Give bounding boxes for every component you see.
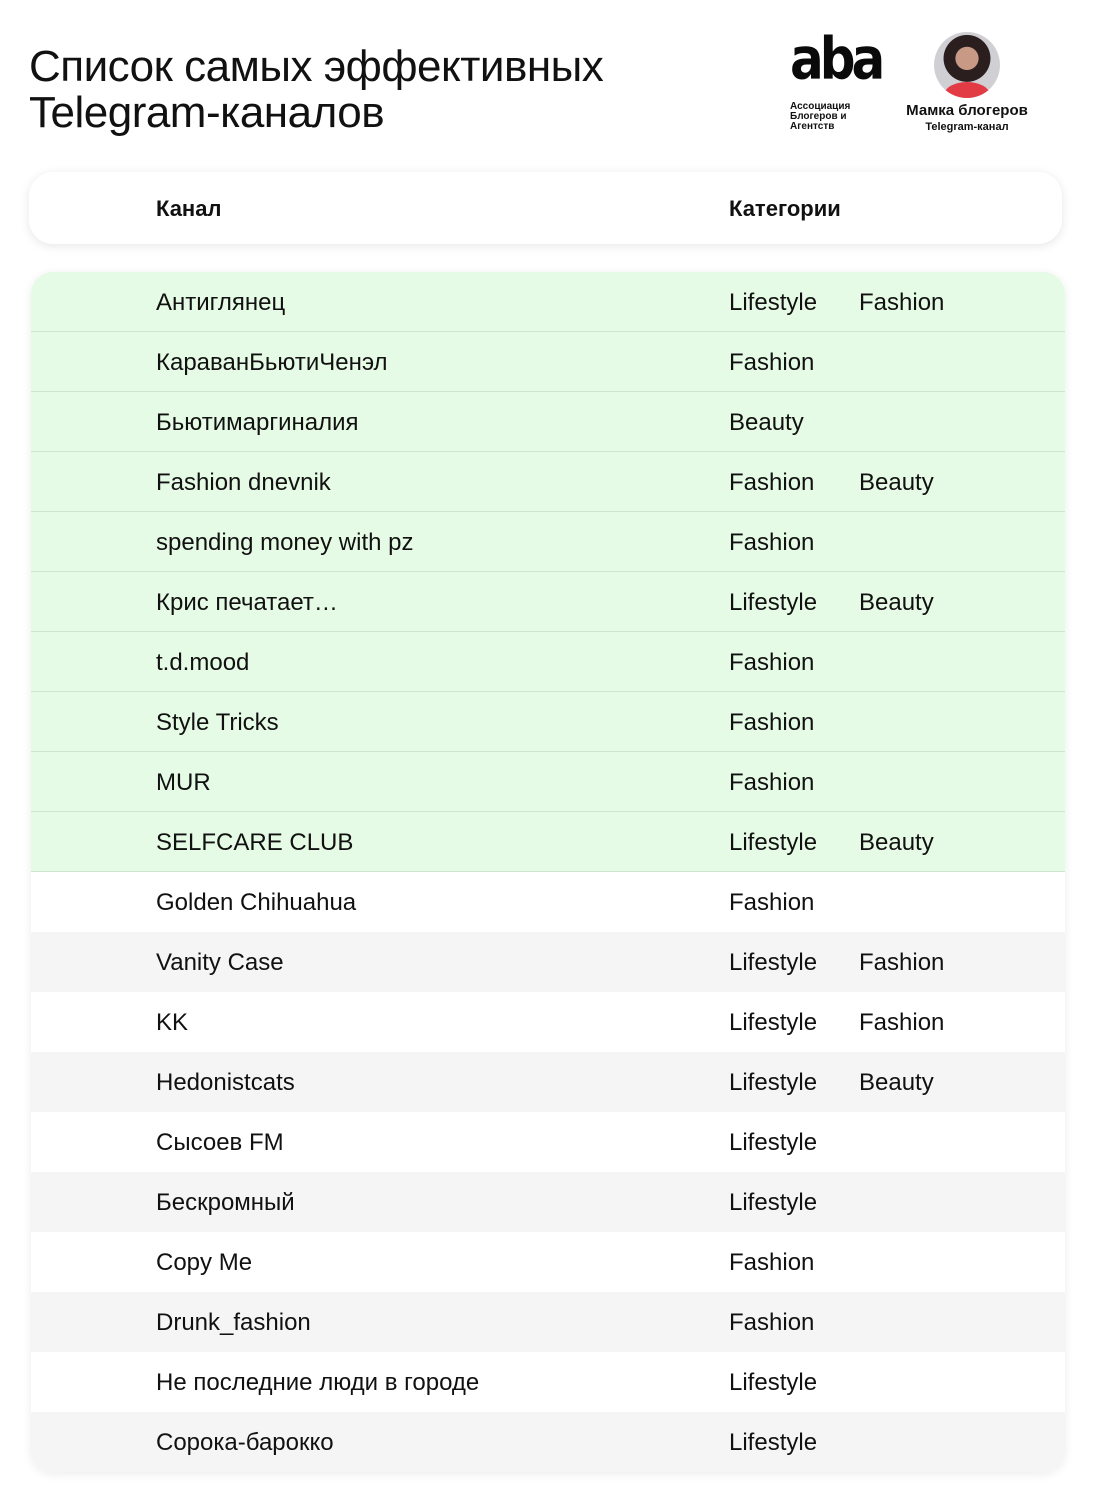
table-row [31, 1112, 1065, 1172]
category-secondary: Beauty [859, 1069, 934, 1096]
channel-name: Vanity Case [156, 949, 284, 976]
category-primary: Fashion [729, 469, 815, 496]
table-row [31, 1352, 1065, 1412]
category-primary: Fashion [729, 709, 815, 736]
aba-caption-line-2: Блогеров и [790, 111, 847, 122]
category-primary: Lifestyle [729, 1189, 818, 1216]
aba-caption-line-1: Ассоциация [790, 101, 851, 112]
channel-name: Антиглянец [156, 289, 286, 316]
category-primary: Lifestyle [729, 289, 818, 316]
aba-logo [790, 25, 882, 132]
table-row [31, 632, 1065, 692]
channel-name: Сорока-барокко [156, 1429, 334, 1456]
table-row [31, 992, 1065, 1052]
table-row [31, 272, 1065, 332]
category-primary: Lifestyle [729, 1069, 818, 1096]
category-secondary: Beauty [859, 469, 934, 496]
channel-name: t.d.mood [156, 649, 250, 676]
channel-name: SELFCARE CLUB [156, 829, 354, 856]
channel-name: Сысоев FM [156, 1129, 284, 1156]
category-primary: Lifestyle [729, 1429, 818, 1456]
author-name: Мамка блогеров [906, 102, 1028, 119]
category-primary: Fashion [729, 889, 815, 916]
category-primary: Lifestyle [729, 1129, 818, 1156]
category-primary: Beauty [729, 409, 804, 436]
category-primary: Fashion [729, 1309, 815, 1336]
table-row [31, 392, 1065, 452]
table-row [31, 932, 1065, 992]
category-secondary: Beauty [859, 589, 934, 616]
table-row [31, 1232, 1065, 1292]
table-row [31, 1292, 1065, 1352]
channel-name: Крис печатает… [156, 589, 338, 616]
category-secondary: Beauty [859, 829, 934, 856]
category-primary: Lifestyle [729, 949, 818, 976]
channel-name: spending money with pz [156, 529, 414, 556]
category-primary: Lifestyle [729, 1009, 818, 1036]
channel-name: КараванБьютиЧенэл [156, 349, 388, 376]
table-header [29, 172, 1062, 244]
author-block [895, 32, 1039, 133]
channel-name: KK [156, 1009, 189, 1036]
category-secondary: Fashion [859, 289, 945, 316]
category-primary: Lifestyle [729, 589, 818, 616]
channel-name: Бьютимаргиналия [156, 409, 359, 436]
channel-name: Fashion dnevnik [156, 469, 331, 496]
channel-name: Golden Chihuahua [156, 889, 357, 916]
category-secondary: Fashion [859, 949, 945, 976]
category-primary: Fashion [729, 529, 815, 556]
author-subtitle: Telegram-канал [925, 121, 1009, 133]
table-row [31, 812, 1065, 872]
avatar [934, 32, 1000, 98]
page-title-line-1: Список самых эффективных [29, 42, 604, 91]
table-row [31, 752, 1065, 812]
category-primary: Lifestyle [729, 1369, 818, 1396]
table-row [31, 1052, 1065, 1112]
column-header-categories: Категории [729, 196, 841, 221]
category-primary: Lifestyle [729, 829, 818, 856]
aba-caption-line-3: Агентств [790, 121, 835, 132]
channel-name: Hedonistcats [156, 1069, 295, 1096]
table-row [31, 692, 1065, 752]
channel-name: Не последние люди в городе [156, 1369, 480, 1396]
channel-name: Style Tricks [156, 709, 279, 736]
table-row [31, 572, 1065, 632]
category-primary: Fashion [729, 1249, 815, 1276]
table-row [31, 332, 1065, 392]
aba-logo-word: aba [790, 25, 882, 93]
channels-table [31, 272, 1065, 1472]
table-row [31, 1412, 1065, 1472]
category-primary: Fashion [729, 769, 815, 796]
channel-name: Drunk_fashion [156, 1309, 311, 1336]
table-row [31, 1172, 1065, 1232]
category-primary: Fashion [729, 349, 815, 376]
channel-name: Бескромный [156, 1189, 295, 1216]
channel-name: Copy Me [156, 1249, 253, 1276]
channel-name: MUR [156, 769, 211, 796]
category-primary: Fashion [729, 649, 815, 676]
table-row [31, 452, 1065, 512]
table-row [31, 512, 1065, 572]
page-title-line-2: Telegram-каналов [29, 88, 385, 137]
page-title [29, 44, 603, 136]
column-header-channel: Канал [156, 196, 222, 221]
table-row [31, 872, 1065, 932]
category-secondary: Fashion [859, 1009, 945, 1036]
